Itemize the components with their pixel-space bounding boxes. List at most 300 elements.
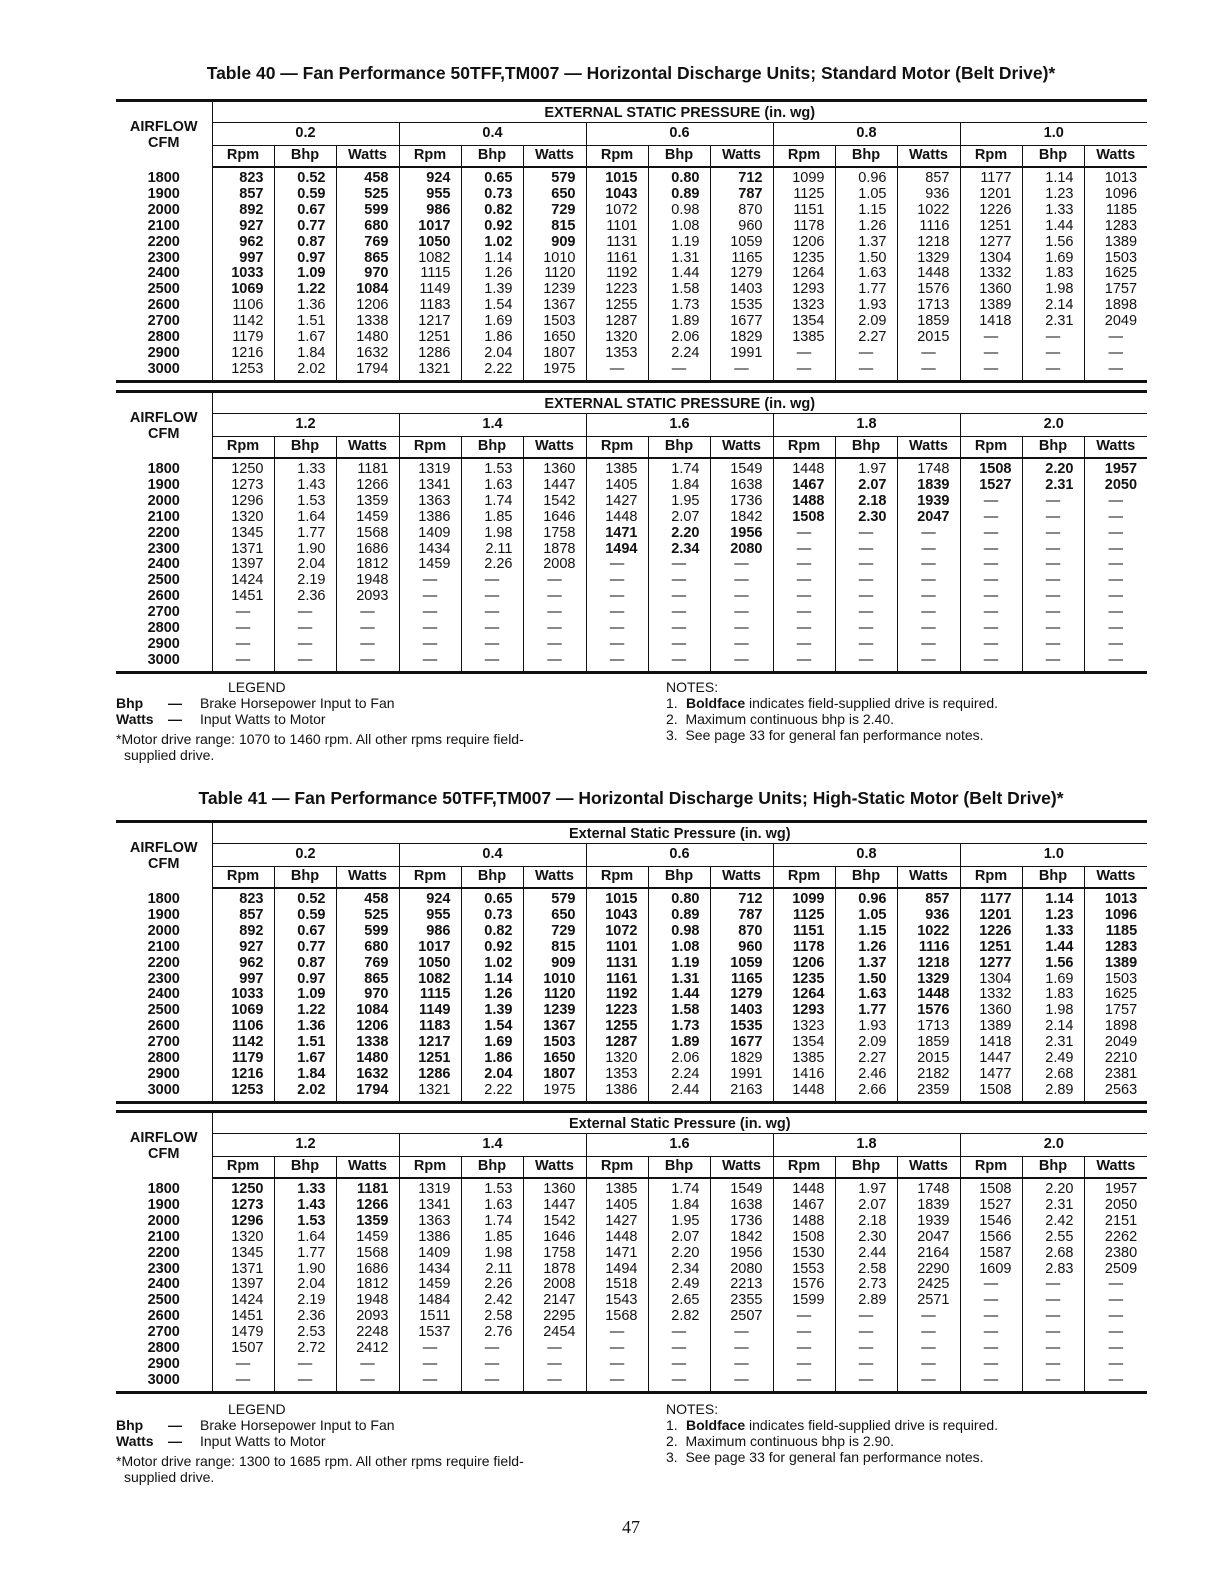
value-cell-watts: 1239 <box>523 1003 586 1019</box>
fan-performance-table <box>116 820 1147 1104</box>
legend-heading: LEGEND <box>228 679 286 695</box>
table-row <box>116 908 1147 924</box>
table-row <box>116 251 1147 267</box>
airflow-cfm-cell: 1800 <box>147 1180 180 1197</box>
value-cell-watts: 2047 <box>897 1230 960 1246</box>
value-cell-rpm: 1043 <box>586 908 648 924</box>
value-cell-rpm: 1537 <box>399 1325 461 1341</box>
value-cell-bhp: — <box>1022 1325 1084 1341</box>
table-row <box>116 1293 1147 1309</box>
value-cell-rpm: — <box>399 653 461 672</box>
value-cell-watts: 2164 <box>897 1246 960 1262</box>
value-cell-rpm: 823 <box>212 167 274 187</box>
value-cell-bhp: — <box>648 557 710 573</box>
value-cell-rpm: — <box>960 557 1022 573</box>
table-row <box>116 478 1147 494</box>
value-cell-rpm: — <box>960 605 1022 621</box>
column-header-bhp: Bhp <box>835 867 897 889</box>
airflow-cfm-cell: 2400 <box>147 1276 180 1293</box>
value-cell-bhp: — <box>1022 1309 1084 1325</box>
airflow-cfm-cell: 2700 <box>147 313 180 330</box>
value-cell-watts: — <box>710 1373 773 1392</box>
value-cell-watts: — <box>336 605 399 621</box>
value-cell-rpm: 1353 <box>586 1067 648 1083</box>
value-cell-watts: 1757 <box>1084 1003 1147 1019</box>
value-cell-rpm: 1277 <box>960 235 1022 251</box>
value-cell-watts: 1650 <box>523 330 586 346</box>
value-cell-rpm: 1587 <box>960 1246 1022 1262</box>
value-cell-watts: — <box>897 557 960 573</box>
value-cell-watts: 1181 <box>336 458 399 478</box>
airflow-cfm-cell: 2300 <box>147 540 180 557</box>
value-cell-bhp: — <box>461 1341 523 1357</box>
value-cell-watts: — <box>710 637 773 653</box>
value-cell-rpm: — <box>773 1325 835 1341</box>
value-cell-rpm: 1599 <box>773 1293 835 1309</box>
value-cell-rpm: 1264 <box>773 266 835 282</box>
value-cell-rpm: 1494 <box>586 1262 648 1278</box>
value-cell-rpm: 1251 <box>960 219 1022 235</box>
value-cell-bhp: 2.49 <box>1022 1051 1084 1067</box>
column-header-bhp: Bhp <box>274 437 336 459</box>
airflow-cfm-cell: 2600 <box>147 1018 180 1035</box>
value-cell-watts: 1022 <box>897 203 960 219</box>
value-cell-bhp: 0.59 <box>274 187 336 203</box>
value-cell-rpm: 1467 <box>773 478 835 494</box>
value-cell-watts: 712 <box>710 167 773 187</box>
table-row <box>116 1373 1147 1392</box>
value-cell-bhp: 1.43 <box>274 1198 336 1214</box>
value-cell-rpm: 1527 <box>960 478 1022 494</box>
value-cell-bhp: 1.63 <box>835 266 897 282</box>
airflow-cfm-cell: 2100 <box>147 938 180 955</box>
value-cell-watts: — <box>897 653 960 672</box>
table-row <box>116 1309 1147 1325</box>
table-row <box>116 314 1147 330</box>
value-cell-rpm: 1320 <box>212 510 274 526</box>
value-cell-rpm: 1553 <box>773 1262 835 1278</box>
value-cell-bhp: 2.46 <box>835 1067 897 1083</box>
value-cell-rpm: 1131 <box>586 956 648 972</box>
value-cell-bhp: 1.58 <box>648 282 710 298</box>
value-cell-rpm: 1518 <box>586 1277 648 1293</box>
value-cell-bhp: 2.04 <box>274 557 336 573</box>
airflow-cfm-cell: 3000 <box>116 1083 212 1102</box>
column-header-rpm: Rpm <box>773 146 835 168</box>
value-cell-bhp: — <box>461 573 523 589</box>
value-cell-watts: 2412 <box>336 1341 399 1357</box>
pressure-header: 0.8 <box>773 123 960 146</box>
value-cell-bhp: 1.02 <box>461 235 523 251</box>
value-cell-bhp: 1.63 <box>461 478 523 494</box>
value-cell-watts: — <box>1084 605 1147 621</box>
fan-performance-table <box>116 390 1147 674</box>
value-cell-rpm: 1354 <box>773 1035 835 1051</box>
value-cell-rpm: 1434 <box>399 1262 461 1278</box>
value-cell-rpm: 1082 <box>399 972 461 988</box>
value-cell-rpm: 1323 <box>773 298 835 314</box>
value-cell-watts: 1120 <box>523 987 586 1003</box>
airflow-cfm-cell: 2900 <box>147 344 180 361</box>
airflow-cfm-cell: 2200 <box>147 1244 180 1261</box>
value-cell-bhp: 1.26 <box>835 940 897 956</box>
airflow-cfm-cell: 2200 <box>147 233 180 250</box>
value-cell-rpm: 1451 <box>212 589 274 605</box>
value-cell-watts: 1389 <box>1084 235 1147 251</box>
airflow-cfm-cell: 2400 <box>147 265 180 282</box>
value-cell-rpm: 1216 <box>212 346 274 362</box>
value-cell-rpm: 1459 <box>399 557 461 573</box>
table-row <box>116 1083 1147 1102</box>
value-cell-bhp: 1.33 <box>274 458 336 478</box>
value-cell-watts: — <box>336 1373 399 1392</box>
value-cell-watts: — <box>710 621 773 637</box>
value-cell-watts: 2080 <box>710 542 773 558</box>
value-cell-watts: 2295 <box>523 1309 586 1325</box>
value-cell-bhp: 1.83 <box>1022 987 1084 1003</box>
value-cell-rpm: — <box>960 510 1022 526</box>
value-cell-rpm: 1304 <box>960 972 1022 988</box>
legend-dash: — <box>168 1433 182 1449</box>
value-cell-bhp: 2.44 <box>835 1246 897 1262</box>
value-cell-rpm: 1115 <box>399 987 461 1003</box>
value-cell-watts: 2290 <box>897 1262 960 1278</box>
value-cell-bhp: 0.96 <box>835 167 897 187</box>
value-cell-watts: 1991 <box>710 1067 773 1083</box>
value-cell-bhp: — <box>1022 542 1084 558</box>
value-cell-bhp: 0.82 <box>461 924 523 940</box>
value-cell-rpm: — <box>399 589 461 605</box>
value-cell-rpm: 1255 <box>586 1019 648 1035</box>
value-cell-rpm: 1386 <box>399 1230 461 1246</box>
value-cell-bhp: — <box>648 637 710 653</box>
value-cell-bhp: 1.85 <box>461 1230 523 1246</box>
value-cell-watts: 2359 <box>897 1083 960 1102</box>
value-cell-watts: 960 <box>710 940 773 956</box>
value-cell-rpm: 1424 <box>212 1293 274 1309</box>
value-cell-rpm: 1253 <box>212 1083 274 1102</box>
value-cell-bhp: — <box>274 653 336 672</box>
value-cell-watts: 579 <box>523 888 586 908</box>
value-cell-bhp: 0.73 <box>461 187 523 203</box>
value-cell-rpm: — <box>960 362 1022 381</box>
value-cell-watts: — <box>336 1357 399 1373</box>
value-cell-watts: 1686 <box>336 542 399 558</box>
note-1 <box>666 695 998 711</box>
airflow-cfm-cell: 1900 <box>147 185 180 202</box>
table-row <box>116 542 1147 558</box>
value-cell-watts: — <box>1084 1357 1147 1373</box>
value-cell-rpm: 997 <box>212 972 274 988</box>
value-cell-bhp: 2.34 <box>648 542 710 558</box>
column-header-bhp: Bhp <box>461 146 523 168</box>
airflow-cfm-cell: 3000 <box>116 1373 212 1392</box>
value-cell-bhp: 1.93 <box>835 1019 897 1035</box>
value-cell-rpm: 1363 <box>399 1214 461 1230</box>
value-cell-bhp: 1.89 <box>648 314 710 330</box>
value-cell-watts: 1842 <box>710 510 773 526</box>
value-cell-watts: 815 <box>523 940 586 956</box>
pressure-header: 1.0 <box>960 123 1147 146</box>
value-cell-bhp: 2.58 <box>835 1262 897 1278</box>
value-cell-rpm: 1251 <box>960 940 1022 956</box>
column-header-rpm: Rpm <box>399 146 461 168</box>
value-cell-rpm: 1546 <box>960 1214 1022 1230</box>
value-cell-bhp: 1.98 <box>1022 1003 1084 1019</box>
column-header-bhp: Bhp <box>274 1157 336 1179</box>
value-cell-bhp: 1.64 <box>274 510 336 526</box>
value-cell-bhp: — <box>648 605 710 621</box>
column-header-watts: Watts <box>710 146 773 168</box>
value-cell-rpm: 924 <box>399 888 461 908</box>
value-cell-bhp: 0.52 <box>274 167 336 187</box>
airflow-cfm-cell: 2800 <box>147 1050 180 1067</box>
value-cell-rpm: 1192 <box>586 266 648 282</box>
note-1 <box>666 1417 998 1433</box>
value-cell-rpm: 1397 <box>212 1277 274 1293</box>
value-cell-rpm: 1226 <box>960 203 1022 219</box>
value-cell-rpm: 1099 <box>773 167 835 187</box>
value-cell-bhp: — <box>1022 526 1084 542</box>
value-cell-rpm: 1226 <box>960 924 1022 940</box>
airflow-header <box>116 392 212 459</box>
value-cell-watts: 2080 <box>710 1262 773 1278</box>
airflow-cfm-cell: 2800 <box>147 1340 180 1357</box>
value-cell-bhp: 1.15 <box>835 203 897 219</box>
page-number: 47 <box>622 1517 640 1537</box>
value-cell-bhp: 1.84 <box>274 1067 336 1083</box>
column-header-rpm: Rpm <box>960 867 1022 889</box>
column-header-bhp: Bhp <box>648 867 710 889</box>
pressure-header: 2.0 <box>960 414 1147 437</box>
value-cell-watts: 1503 <box>1084 251 1147 267</box>
value-cell-watts: 1957 <box>1084 458 1147 478</box>
value-cell-bhp: 2.09 <box>835 1035 897 1051</box>
value-cell-rpm: 1405 <box>586 478 648 494</box>
table-title: Table 41 — Fan Performance 50TFF,TM007 — Horizontal Discharge Units; High-Static Motor (Belt Drive)* <box>198 788 1064 808</box>
value-cell-rpm: 1179 <box>212 1051 274 1067</box>
value-cell-bhp: 1.69 <box>461 1035 523 1051</box>
value-cell-watts: 2093 <box>336 1309 399 1325</box>
airflow-label: AIRFLOW <box>129 839 198 856</box>
value-cell-watts: 1576 <box>897 282 960 298</box>
value-cell-bhp: 2.68 <box>1022 1067 1084 1083</box>
value-cell-rpm: 986 <box>399 203 461 219</box>
value-cell-rpm: 1296 <box>212 1214 274 1230</box>
value-cell-rpm: 1099 <box>773 888 835 908</box>
value-cell-watts: 1535 <box>710 1019 773 1035</box>
value-cell-bhp: 2.20 <box>648 526 710 542</box>
value-cell-watts: — <box>897 637 960 653</box>
table-row <box>116 972 1147 988</box>
value-cell-bhp: 1.33 <box>1022 203 1084 219</box>
value-cell-watts: 1632 <box>336 346 399 362</box>
value-cell-bhp: 1.98 <box>1022 282 1084 298</box>
value-cell-rpm: 1106 <box>212 298 274 314</box>
value-cell-rpm: 1273 <box>212 478 274 494</box>
airflow-cfm-cell: 1900 <box>147 906 180 923</box>
value-cell-rpm: 1069 <box>212 1003 274 1019</box>
value-cell-watts: — <box>523 1373 586 1392</box>
value-cell-bhp: 1.14 <box>461 972 523 988</box>
table-row <box>116 1003 1147 1019</box>
value-cell-bhp: 2.14 <box>1022 298 1084 314</box>
value-cell-bhp: 2.27 <box>835 330 897 346</box>
value-cell-bhp: 1.86 <box>461 330 523 346</box>
airflow-cfm-cell: 2100 <box>147 1228 180 1245</box>
value-cell-bhp: 1.33 <box>1022 924 1084 940</box>
column-header-watts: Watts <box>336 1157 399 1179</box>
value-cell-bhp: 1.50 <box>835 972 897 988</box>
table-row <box>116 1035 1147 1051</box>
value-cell-rpm: — <box>960 589 1022 605</box>
value-cell-watts: 2008 <box>523 557 586 573</box>
value-cell-watts: — <box>710 557 773 573</box>
fan-performance-table <box>116 1110 1147 1394</box>
value-cell-watts: — <box>710 1357 773 1373</box>
value-cell-rpm: — <box>212 605 274 621</box>
value-cell-rpm: 1255 <box>586 298 648 314</box>
value-cell-rpm: — <box>586 1325 648 1341</box>
value-cell-bhp: 1.74 <box>461 1214 523 1230</box>
value-cell-rpm: — <box>773 621 835 637</box>
value-cell-bhp: 0.65 <box>461 888 523 908</box>
notes-heading: NOTES: <box>666 679 719 695</box>
value-cell-rpm: 1161 <box>586 972 648 988</box>
value-cell-rpm: 1319 <box>399 458 461 478</box>
value-cell-bhp: 1.51 <box>274 1035 336 1051</box>
value-cell-rpm: 1405 <box>586 1198 648 1214</box>
value-cell-bhp: 1.08 <box>648 219 710 235</box>
value-cell-bhp: 1.51 <box>274 314 336 330</box>
value-cell-bhp: 0.98 <box>648 924 710 940</box>
value-cell-rpm: — <box>586 557 648 573</box>
value-cell-watts: 1898 <box>1084 1019 1147 1035</box>
value-cell-rpm: 962 <box>212 235 274 251</box>
value-cell-rpm: 1304 <box>960 251 1022 267</box>
value-cell-bhp: — <box>461 653 523 672</box>
value-cell-rpm: 1484 <box>399 1293 461 1309</box>
footnote-cont: supplied drive. <box>124 1469 215 1485</box>
column-header-watts: Watts <box>710 867 773 889</box>
pressure-header: 0.4 <box>399 844 586 867</box>
value-cell-bhp: 2.04 <box>274 1277 336 1293</box>
value-cell-bhp: 1.39 <box>461 1003 523 1019</box>
airflow-cfm-cell: 2000 <box>147 922 180 939</box>
value-cell-rpm: 1371 <box>212 1262 274 1278</box>
value-cell-rpm: 1508 <box>773 1230 835 1246</box>
value-cell-watts: 525 <box>336 187 399 203</box>
value-cell-bhp: — <box>1022 621 1084 637</box>
value-cell-rpm: — <box>586 637 648 653</box>
value-cell-watts: — <box>523 1357 586 1373</box>
table-row <box>116 1325 1147 1341</box>
value-cell-bhp: 2.11 <box>461 542 523 558</box>
value-cell-rpm: 1409 <box>399 526 461 542</box>
value-cell-rpm: 1530 <box>773 1246 835 1262</box>
value-cell-rpm: 1386 <box>586 1083 648 1102</box>
value-cell-bhp: 2.22 <box>461 1083 523 1102</box>
column-header-bhp: Bhp <box>274 146 336 168</box>
value-cell-rpm: 927 <box>212 219 274 235</box>
value-cell-watts: 1713 <box>897 1019 960 1035</box>
value-cell-bhp: 2.20 <box>1022 1178 1084 1198</box>
pressure-header: 0.8 <box>773 844 960 867</box>
value-cell-watts: 2213 <box>710 1277 773 1293</box>
value-cell-bhp: 0.59 <box>274 908 336 924</box>
value-cell-bhp: 0.89 <box>648 908 710 924</box>
value-cell-watts: 1010 <box>523 972 586 988</box>
column-header-rpm: Rpm <box>586 867 648 889</box>
value-cell-watts: 1359 <box>336 494 399 510</box>
value-cell-watts: 1447 <box>523 1198 586 1214</box>
value-cell-watts: 1677 <box>710 1035 773 1051</box>
value-cell-bhp: 2.24 <box>648 346 710 362</box>
value-cell-rpm: 1385 <box>773 1051 835 1067</box>
table-row <box>116 1230 1147 1246</box>
value-cell-rpm: 1332 <box>960 987 1022 1003</box>
value-cell-rpm: 1015 <box>586 888 648 908</box>
value-cell-rpm: 1115 <box>399 266 461 282</box>
value-cell-bhp: — <box>835 1309 897 1325</box>
value-cell-watts: 1991 <box>710 346 773 362</box>
table-row <box>116 1341 1147 1357</box>
value-cell-bhp: 1.56 <box>1022 235 1084 251</box>
value-cell-rpm: 1397 <box>212 557 274 573</box>
value-cell-rpm: 1206 <box>773 956 835 972</box>
value-cell-rpm: 1448 <box>773 1083 835 1102</box>
value-cell-watts: 1403 <box>710 282 773 298</box>
value-cell-bhp: 1.77 <box>835 1003 897 1019</box>
airflow-header <box>116 101 212 168</box>
value-cell-watts: 680 <box>336 940 399 956</box>
value-cell-watts: 2355 <box>710 1293 773 1309</box>
value-cell-bhp: — <box>648 1373 710 1392</box>
value-cell-rpm: 986 <box>399 924 461 940</box>
value-cell-rpm: — <box>773 1309 835 1325</box>
value-cell-bhp: — <box>461 605 523 621</box>
table-row <box>116 621 1147 637</box>
column-header-watts: Watts <box>523 867 586 889</box>
column-header-rpm: Rpm <box>960 1157 1022 1179</box>
value-cell-rpm: — <box>960 1341 1022 1357</box>
value-cell-rpm: — <box>586 653 648 672</box>
value-cell-watts: — <box>1084 1277 1147 1293</box>
table-row <box>116 330 1147 346</box>
airflow-cfm-cell: 2900 <box>147 1355 180 1372</box>
value-cell-watts: 1975 <box>523 362 586 381</box>
value-cell-bhp: 1.31 <box>648 251 710 267</box>
value-cell-rpm: — <box>586 621 648 637</box>
value-cell-bhp: 2.04 <box>461 1067 523 1083</box>
value-cell-watts: — <box>1084 621 1147 637</box>
value-cell-rpm: 1050 <box>399 235 461 251</box>
value-cell-bhp: 2.83 <box>1022 1262 1084 1278</box>
value-cell-rpm: — <box>960 330 1022 346</box>
airflow-cfm-cell: 2200 <box>147 524 180 541</box>
value-cell-watts: — <box>1084 526 1147 542</box>
value-cell-bhp: 1.37 <box>835 235 897 251</box>
value-cell-watts: — <box>710 605 773 621</box>
value-cell-bhp: — <box>835 653 897 672</box>
value-cell-rpm: 1235 <box>773 972 835 988</box>
value-cell-rpm: 997 <box>212 251 274 267</box>
value-cell-watts: — <box>897 362 960 381</box>
pressure-header: 0.4 <box>399 123 586 146</box>
value-cell-rpm: — <box>773 526 835 542</box>
value-cell-watts: 1503 <box>523 1035 586 1051</box>
value-cell-bhp: 1.67 <box>274 330 336 346</box>
